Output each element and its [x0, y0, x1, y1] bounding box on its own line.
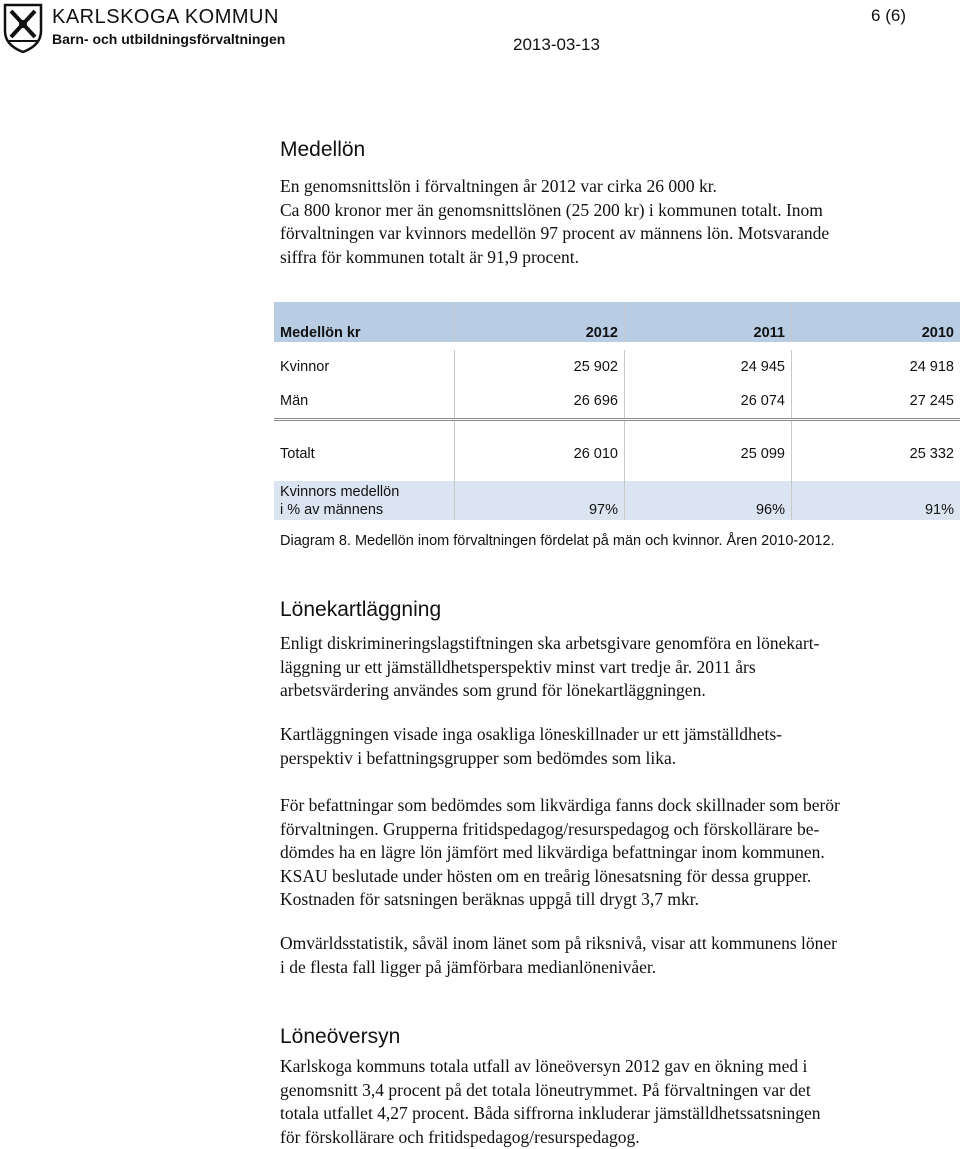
page-number: 6 (6) — [871, 6, 906, 25]
paragraph-line: Ca 800 kronor mer än genomsnittslönen (25 200 kr) i kommunen totalt. Inom — [280, 199, 823, 220]
table-header-cell: 2010 — [791, 302, 960, 342]
paragraph-line: Enligt diskrimineringslagstiftningen ska arbetsgivare genomföra en lönekart- — [280, 633, 820, 653]
paragraph-line: genomsnitt 3,4 procent på det totala löneutrymmet. På förvaltningen var det — [280, 1079, 811, 1100]
pct-label-line: Kvinnors medellön — [280, 484, 400, 500]
table-caption: Diagram 8. Medellön inom förvaltningen fördelat på män och kvinnor. Åren 2010-2012. — [280, 533, 835, 549]
table-row — [274, 421, 960, 481]
table-row-label — [274, 481, 454, 520]
paragraph-line: läggning ur ett jämställdhetsperspektiv minst vart tredje år. 2011 års — [280, 656, 756, 677]
table-header-cell: 2012 — [454, 302, 624, 342]
section-heading-lonekartlaggning: Lönekartläggning — [280, 598, 442, 621]
table-row-label: Totalt — [280, 446, 315, 462]
table-cell: 25 902 — [454, 350, 624, 384]
department-name: Barn- och utbildningsförvaltningen — [52, 31, 286, 47]
paragraph-line: förvaltningen. Grupperna fritidspedagog/resurspedagog och förskollärare be- — [280, 818, 820, 839]
salary-table — [274, 302, 960, 520]
paragraph-line: Kartläggningen visade inga osakliga löneskillnader ur ett jämställdhets- — [280, 724, 783, 744]
table-row-percentage — [274, 481, 960, 520]
paragraph-line: Karlskoga kommuns totala utfall av löneöversyn 2012 gav en ökning med i — [280, 1056, 808, 1076]
table-cell: 25 099 — [624, 421, 791, 481]
table-header-row — [274, 302, 960, 342]
table-header-cell: Medellön kr — [274, 302, 454, 342]
lonekartlaggning-paragraph-4 — [280, 932, 920, 979]
medellon-paragraph — [280, 175, 920, 269]
paragraph-line: arbetsvärdering användes som grund för lönekartläggningen. — [280, 680, 706, 701]
table-cell: 91% — [791, 481, 960, 520]
paragraph-line: siffra för kommunen totalt är 91,9 procent. — [280, 246, 580, 267]
paragraph-line: dömdes ha en lägre lön jämfört med likvärdiga befattningar inom kommunen. — [280, 842, 825, 863]
table-row-label: Kvinnor — [280, 359, 330, 375]
lonekartlaggning-paragraph-3 — [280, 794, 920, 912]
table-row — [274, 384, 960, 421]
table-header-cell: 2011 — [624, 302, 791, 342]
section-heading-medellon: Medellön — [280, 138, 366, 161]
municipality-coat-of-arms-icon — [3, 3, 43, 53]
paragraph-line: för förskollärare och fritidspedagog/resurspedagog. — [280, 1126, 640, 1147]
paragraph-line: i de flesta fall ligger på jämförbara medianlönenivåer. — [280, 956, 657, 977]
table-cell: 26 696 — [454, 384, 624, 418]
section-heading-loneoversyn: Löneöversyn — [280, 1025, 401, 1048]
paragraph-line: Kostnaden för satsningen beräknas uppgå till drygt 3,7 mkr. — [280, 889, 699, 910]
page-header — [0, 0, 960, 60]
table-cell: 97% — [454, 481, 624, 520]
paragraph-line: KSAU beslutade under hösten om en treårig lönesatsning för dessa grupper. — [280, 865, 812, 886]
organization-name: KARLSKOGA KOMMUN — [52, 6, 279, 28]
paragraph-line: förvaltningen var kvinnors medellön 97 procent av männens lön. Motsvarande — [280, 223, 830, 244]
paragraph-line: perspektiv i befattningsgrupper som bedömdes som lika. — [280, 747, 677, 768]
table-cell: 96% — [624, 481, 791, 520]
table-cell: 24 918 — [791, 350, 960, 384]
loneoversyn-paragraph — [280, 1055, 920, 1149]
table-cell: 27 245 — [791, 384, 960, 418]
pct-label-line: i % av männens — [280, 502, 384, 518]
paragraph-line: En genomsnittslön i förvaltningen år 2012 var cirka 26 000 kr. — [280, 176, 717, 196]
table-cell: 24 945 — [624, 350, 791, 384]
table-cell: 26 010 — [454, 421, 624, 481]
lonekartlaggning-paragraph-1 — [280, 632, 920, 703]
document-date: 2013-03-13 — [513, 35, 600, 54]
paragraph-line: Omvärldsstatistik, såväl inom länet som på riksnivå, visar att kommunens löner — [280, 933, 837, 953]
table-row — [274, 350, 960, 384]
table-row-label: Män — [280, 393, 309, 409]
table-cell: 25 332 — [791, 421, 960, 481]
paragraph-line: totala utfallet 4,27 procent. Båda siffrorna inkluderar jämställdhetssatsningen — [280, 1103, 821, 1124]
lonekartlaggning-paragraph-2 — [280, 723, 920, 770]
paragraph-line: För befattningar som bedömdes som likvärdiga fanns dock skillnader som berör — [280, 795, 840, 815]
table-cell: 26 074 — [624, 384, 791, 418]
